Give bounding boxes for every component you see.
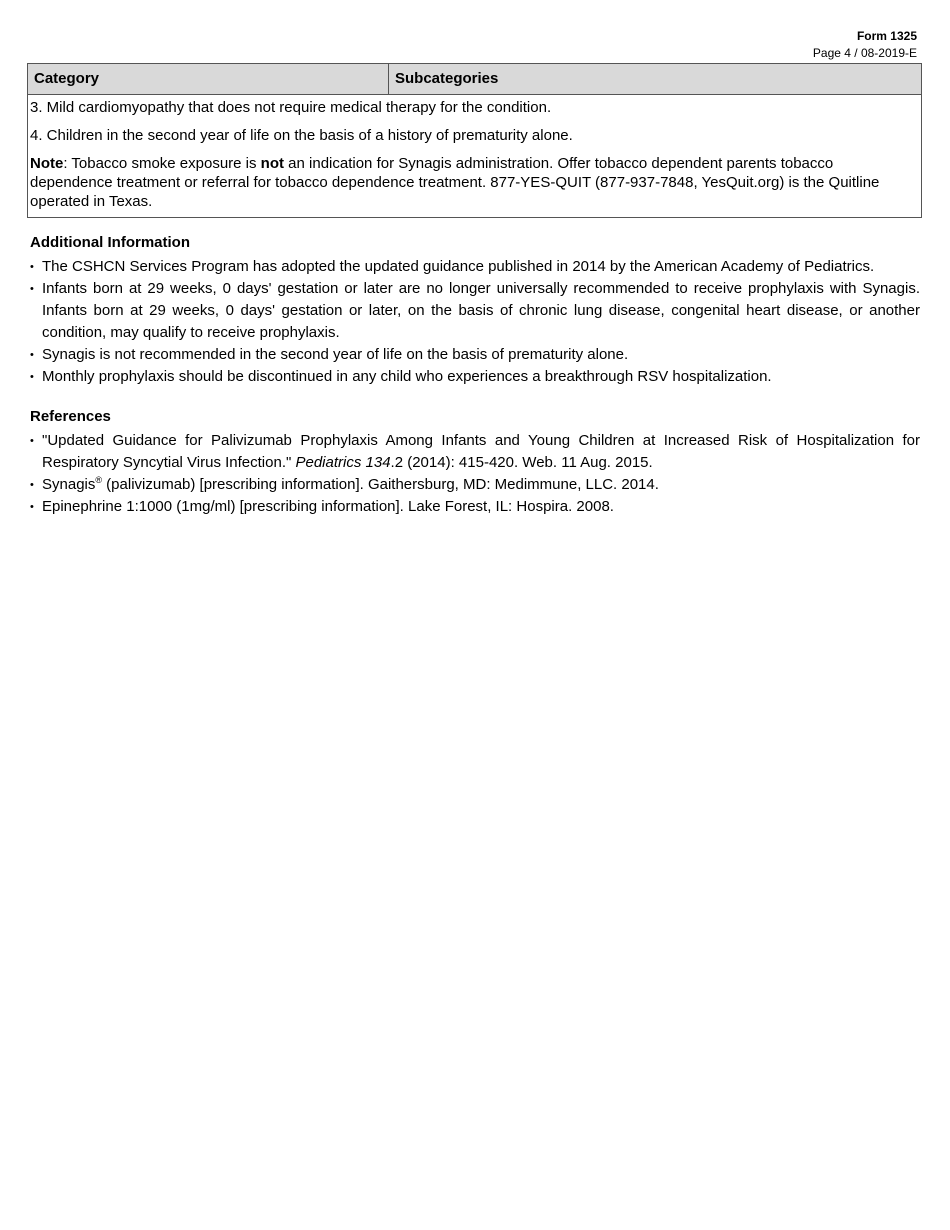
reference-citation: .2 (2014): 415-420. Web. 11 Aug. 2015. [390,454,653,471]
category-header: Category [28,64,389,94]
list-item-text: Infants born at 29 weeks, 0 days' gestation or later are no longer universally recommended to receive prophylaxis with Synagis. Infants born at 29 weeks, 0 days' gestation or later, on the basis of chronic lung disease, congenital heart disease, or another condition, may qualify to receive prophylaxis. [42,280,920,341]
bullet-icon: • [30,435,34,447]
reference-text: "Updated Guidance for Palivizumab Prophylaxis Among Infants and Young Children at Increased Risk of Hospitalization for Respiratory Syncytial Virus Infection." [42,432,920,471]
note-label: Note [30,155,64,172]
list-item-text: Synagis is not recommended in the second year of life on the basis of prematurity alone. [42,346,629,363]
list-item [30,256,920,278]
bullet-icon: • [30,479,34,491]
table-row: 4. Children in the second year of life on the basis of a history of prematurity alone. [30,127,573,144]
reference-item [30,430,920,474]
additional-information-list [30,256,920,388]
additional-information-section [30,234,920,388]
list-item [30,278,920,344]
reference-item [30,474,920,496]
table-header [28,64,921,95]
table-body [28,95,921,217]
page-info: Page 4 / 08-2019-E [812,46,917,60]
category-table [27,63,922,218]
list-item-text: Monthly prophylaxis should be discontinued in any child who experiences a breakthrough RSV hospitalization. [42,368,772,385]
list-item [30,344,920,366]
page-header [813,28,917,62]
bullet-icon: • [30,261,34,273]
reference-journal: Pediatrics 134 [295,454,391,471]
bullet-icon: • [30,349,34,361]
reference-text: (palivizumab) [prescribing information]. Gaithersburg, MD: Medimmune, LLC. 2014. [102,476,659,493]
note-emphasis: not [260,155,284,172]
note-text-2: an indication for Synagis administration. Offer tobacco dependent parents tobacco dependence treatment or referral for tobacco dependence treatment. 877-YES-QUIT (877-937-7848, YesQuit.org) is the Quitline operated in Texas. [30,155,880,210]
form-number: Form 1325 [856,29,917,43]
bullet-icon: • [30,501,34,513]
reference-text: Epinephrine 1:1000 (1mg/ml) [prescribing information]. Lake Forest, IL: Hospira. 2008. [42,498,614,515]
reference-drug: Synagis [42,476,96,493]
registered-mark: ® [95,475,103,485]
list-item-text: The CSHCN Services Program has adopted the updated guidance published in 2014 by the American Academy of Pediatrics. [42,258,875,275]
subcategories-header: Subcategories [395,70,499,87]
note-text-1: : Tobacco smoke exposure is [63,155,261,172]
table-row: 3. Mild cardiomyopathy that does not require medical therapy for the condition. [30,99,552,116]
references-list [30,430,920,518]
references-section [30,408,920,518]
references-title: References [30,408,111,425]
tobacco-note [30,154,919,211]
bullet-icon: • [30,283,34,295]
bullet-icon: • [30,371,34,383]
reference-item [30,496,920,518]
additional-information-title: Additional Information [30,234,190,251]
list-item [30,366,920,388]
